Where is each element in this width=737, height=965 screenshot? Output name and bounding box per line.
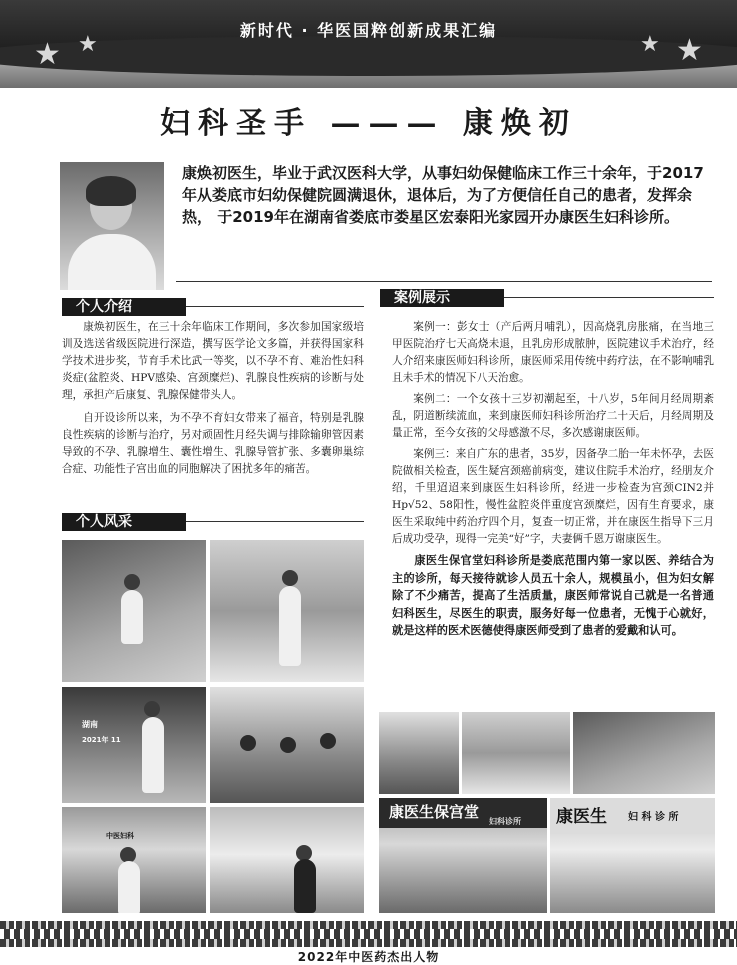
- banner-text: 湖南: [82, 720, 98, 729]
- personal-intro-body: [62, 319, 364, 478]
- storefront-sign-sub: 妇 科 诊 所: [628, 812, 679, 823]
- photo-doctor-writing: [573, 712, 715, 794]
- section-header-personal-intro: 个人介绍: [62, 298, 186, 316]
- footer-text: 2022年中医药杰出人物: [297, 950, 440, 964]
- section-header-personal-style: 个人风采: [62, 513, 186, 531]
- divider: [176, 281, 712, 282]
- header-title: 新时代 · 华医国粹创新成果汇编: [239, 21, 498, 40]
- photo-riverside: [210, 807, 364, 913]
- header-curve: [0, 33, 737, 76]
- star-icon: ★: [78, 32, 98, 57]
- paragraph: 自开设诊所以来，为不孕不育妇女带来了福音，特别是乳腺良性疾病的诊断与治疗，另对顽固性月经失调与排除输卵管因素导致的不孕、乳腺增生、囊性增生、乳腺导管扩张、多囊卵巢综合症、功能性子宫出血的同胞解决了困扰多年的痛苦。: [62, 412, 364, 475]
- photo-doctor-seated: [62, 540, 206, 682]
- paragraph: 康焕初医生，在三十余年临床工作期间，多次参加国家级培训及选送省级医院进行深造，撰写医学论文多篇，并获得国家科学技术进步奖，节育手术比武一等奖，以不孕不育、难治性妇科炎症(盆腔炎、HPV感染、宫颈糜烂)、乳腺良性疾病的诊断与处理，承担产后康复、乳腺保健带头人。: [62, 321, 364, 401]
- storefront-sign-main: 康医生保宫堂: [389, 803, 480, 821]
- divider: [186, 521, 364, 522]
- section-header-cases: 案例展示: [380, 289, 504, 307]
- photo-award-ceremony: [62, 687, 206, 803]
- storefront-sign-main: 康医生: [556, 807, 607, 827]
- storefront-sign-sub: 妇科诊所: [489, 817, 521, 826]
- page-title: 妇科圣手 ——— 康焕初: [160, 106, 577, 141]
- divider: [186, 306, 364, 307]
- star-icon: ★: [640, 32, 660, 57]
- photo-doctor-standing: [210, 540, 364, 682]
- star-icon: ★: [34, 37, 61, 72]
- closing-paragraph: 康医生保官堂妇科诊所是娄底范围内第一家以医、养结合为主的诊所，每天接待就诊人员五十余人，规模虽小，但为妇女解除了不少痛苦，提高了生活质量，康医师常说自己就是一名普通妇科医生，尽医生的职责，服务好每一位患者，无愧于心就好，就是这样的医术医德使得康医师受到了患者的爱戴和认可。: [392, 554, 714, 637]
- paragraph: 案例一：彭女士（产后两月哺乳），因高烧乳房胀痛，在当地三甲医院治疗七天高烧未退，且乳房形成脓肿，医院建议手术治疗，经人介绍来康医师妇科诊所，康医师采用传统中药疗法，在不影响哺乳且未手术的情况下八天治愈。: [392, 321, 714, 384]
- photo-clinic-entrance: [62, 807, 206, 913]
- page-header: [0, 0, 737, 88]
- paragraph: 案例二：一个女孩十三岁初潮起至，十八岁，5年间月经周期紊乱，阴道断续流血，来到康医师妇科诊所治疗二十天后，月经周期及量正常，至今女孩的父母感激不尽，多次感谢康医师。: [392, 393, 714, 439]
- intro-text: 康焕初医生，毕业于武汉医科大学，从事妇幼保健临床工作三十余年，于2017年从娄底市妇幼保健院圆满退休，退体后，为了方便信任自己的患者，发挥余热， 于2019年在湖南省娄底市娄星区宏泰阳光家园开办康医生妇科诊所。: [182, 164, 704, 226]
- divider: [504, 297, 714, 298]
- banner-date: 2021年 11: [82, 736, 121, 744]
- paragraph: 案例三：来自广东的患者，35岁，因备孕二胎一年未怀孕，去医院做相关检查，医生疑宫颈癌前病变，建议住院手术治疗，经朋友介绍，千里迢迢来到康医生妇科诊所，经进一步检查为宫颈CIN2并Hp√52、58阳性，慢性盆腔炎伴重度宫颈糜烂，因有生育要求，康医生采取纯中药治疗四个月，复查一切正常，并在康医生指导下三月后成功受孕，现得一完美“好”字，夫妻俩千恩万谢康医生。: [392, 448, 714, 545]
- star-icon: ★: [676, 33, 703, 68]
- photo-clinic-storefront: [550, 798, 715, 913]
- photo-group-meeting: [210, 687, 364, 803]
- clinic-door-sign: 中医妇科: [106, 832, 134, 840]
- photo-consultation-1: [379, 712, 459, 794]
- cases-body: [392, 319, 714, 644]
- photo-clinic-storefront-group: [379, 798, 547, 913]
- photo-consultation-2: [462, 712, 570, 794]
- doctor-portrait: [60, 162, 164, 290]
- footer-pattern: [0, 929, 737, 939]
